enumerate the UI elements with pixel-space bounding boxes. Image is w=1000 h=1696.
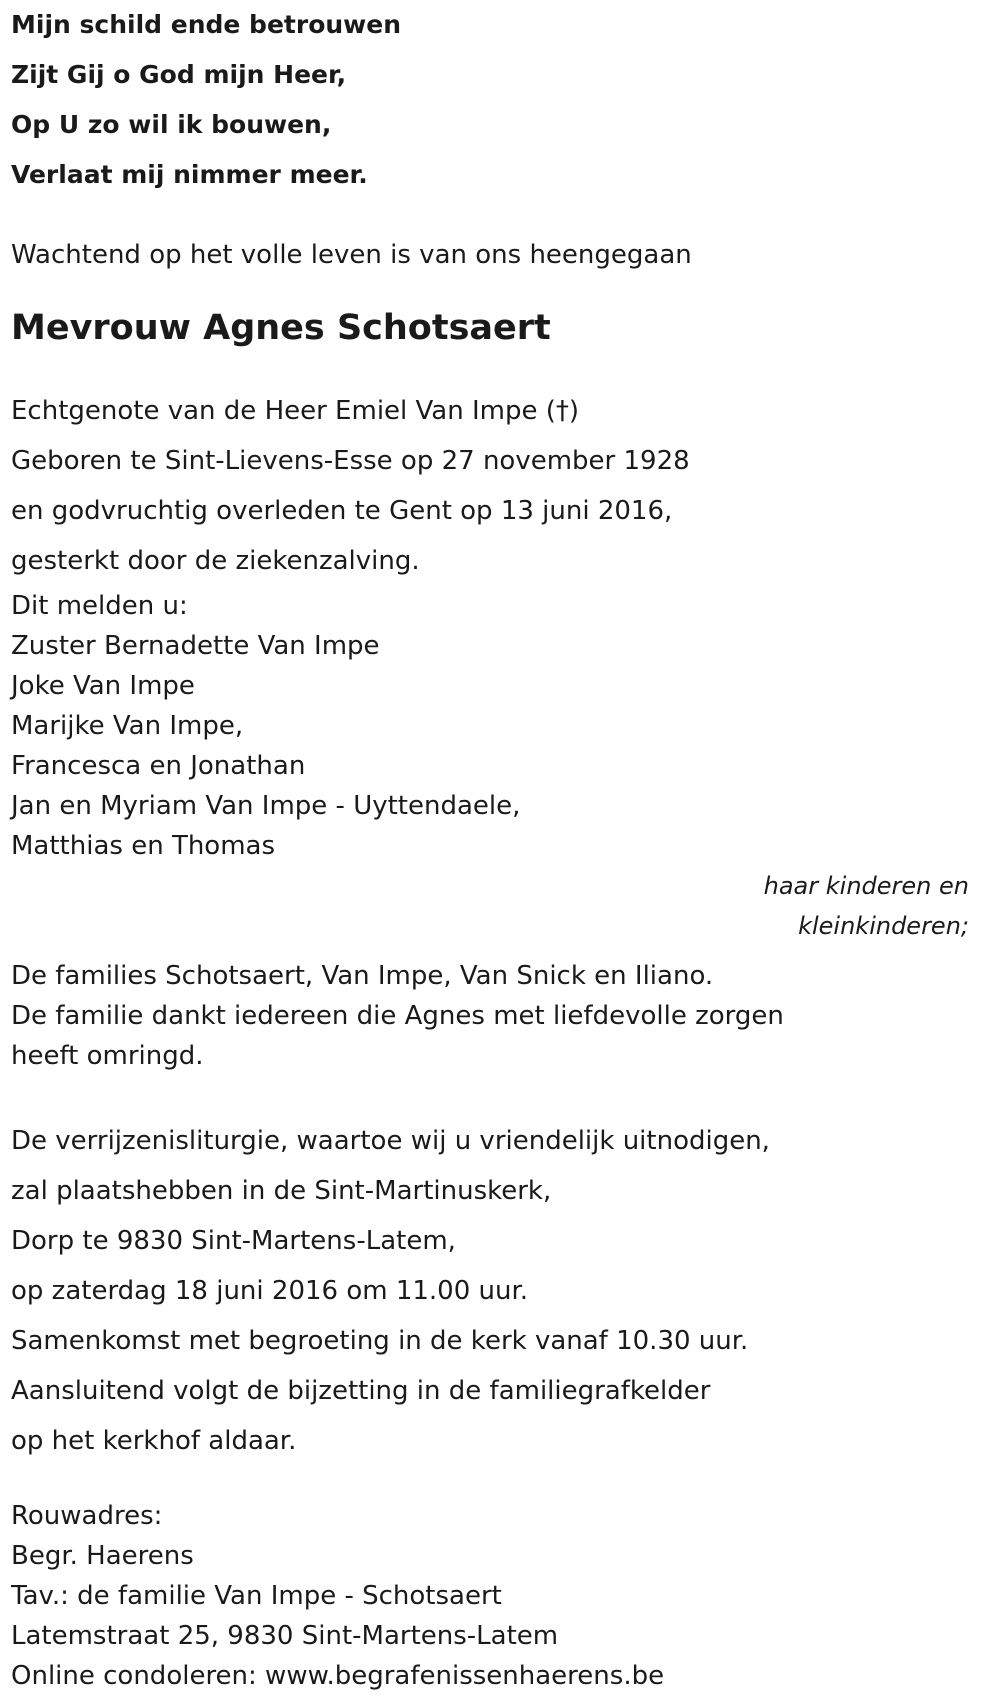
relation-line-1: haar kinderen en xyxy=(763,872,969,900)
service-line-7: op het kerkhof aldaar. xyxy=(11,1426,297,1456)
family-line-2: De familie dankt iedereen die Agnes met liefdevolle zorgen xyxy=(11,1001,784,1031)
address-line-3: Latemstraat 25, 9830 Sint-Martens-Latem xyxy=(11,1621,559,1651)
poem-verse xyxy=(11,0,991,200)
deceased-name: Mevrouw Agnes Schotsaert xyxy=(11,308,551,348)
relation-line-2: kleinkinderen; xyxy=(798,912,969,940)
poem-line-3: Op U zo wil ik bouwen, xyxy=(11,110,332,139)
family-thanks xyxy=(11,956,991,1076)
funeral-service-details xyxy=(11,1116,991,1466)
address-line-1: Begr. Haerens xyxy=(11,1541,194,1571)
service-line-5: Samenkomst met begroeting in de kerk vanaf 10.30 uur. xyxy=(11,1326,749,1356)
address-line-2: Tav.: de familie Van Impe - Schotsaert xyxy=(11,1581,502,1611)
service-line-2: zal plaatshebben in de Sint-Martinuskerk, xyxy=(11,1176,552,1206)
family-line-3: heeft omringd. xyxy=(11,1041,204,1071)
mourning-address xyxy=(11,1496,991,1696)
bio-line-spouse: Echtgenote van de Heer Emiel Van Impe (†) xyxy=(11,396,580,426)
service-line-6: Aansluitend volgt de bijzetting in de familiegrafkelder xyxy=(11,1376,711,1406)
announcers-list xyxy=(11,586,991,866)
poem-line-1: Mijn schild ende betrouwen xyxy=(11,10,402,39)
relation-note xyxy=(11,866,991,946)
announcer-item: Francesca en Jonathan xyxy=(11,751,306,781)
service-line-1: De verrijzenisliturgie, waartoe wij u vriendelijk uitnodigen, xyxy=(11,1126,770,1156)
bio-line-born: Geboren te Sint-Lievens-Esse op 27 november 1928 xyxy=(11,446,690,476)
obituary-document xyxy=(11,0,991,1696)
announce-heading: Dit melden u: xyxy=(11,591,188,621)
announcer-item: Jan en Myriam Van Impe - Uyttendaele, xyxy=(11,791,521,821)
poem-line-4: Verlaat mij nimmer meer. xyxy=(11,160,368,189)
announcer-item: Joke Van Impe xyxy=(11,671,195,701)
bio-line-died: en godvruchtig overleden te Gent op 13 juni 2016, xyxy=(11,496,673,526)
online-condolence-line: Online condoleren: www.begrafenissenhaerens.be xyxy=(11,1661,665,1691)
announcer-item: Zuster Bernadette Van Impe xyxy=(11,631,380,661)
poem-line-2: Zijt Gij o God mijn Heer, xyxy=(11,60,347,89)
bio-line-sacrament: gesterkt door de ziekenzalving. xyxy=(11,546,420,576)
intro-line: Wachtend op het volle leven is van ons heengegaan xyxy=(11,240,692,270)
address-heading: Rouwadres: xyxy=(11,1501,163,1531)
family-line-1: De families Schotsaert, Van Impe, Van Snick en Iliano. xyxy=(11,961,714,991)
service-line-3: Dorp te 9830 Sint-Martens-Latem, xyxy=(11,1226,456,1256)
service-line-4: op zaterdag 18 juni 2016 om 11.00 uur. xyxy=(11,1276,529,1306)
announcer-item: Marijke Van Impe, xyxy=(11,711,244,741)
biography xyxy=(11,386,991,586)
announcer-item: Matthias en Thomas xyxy=(11,831,276,861)
